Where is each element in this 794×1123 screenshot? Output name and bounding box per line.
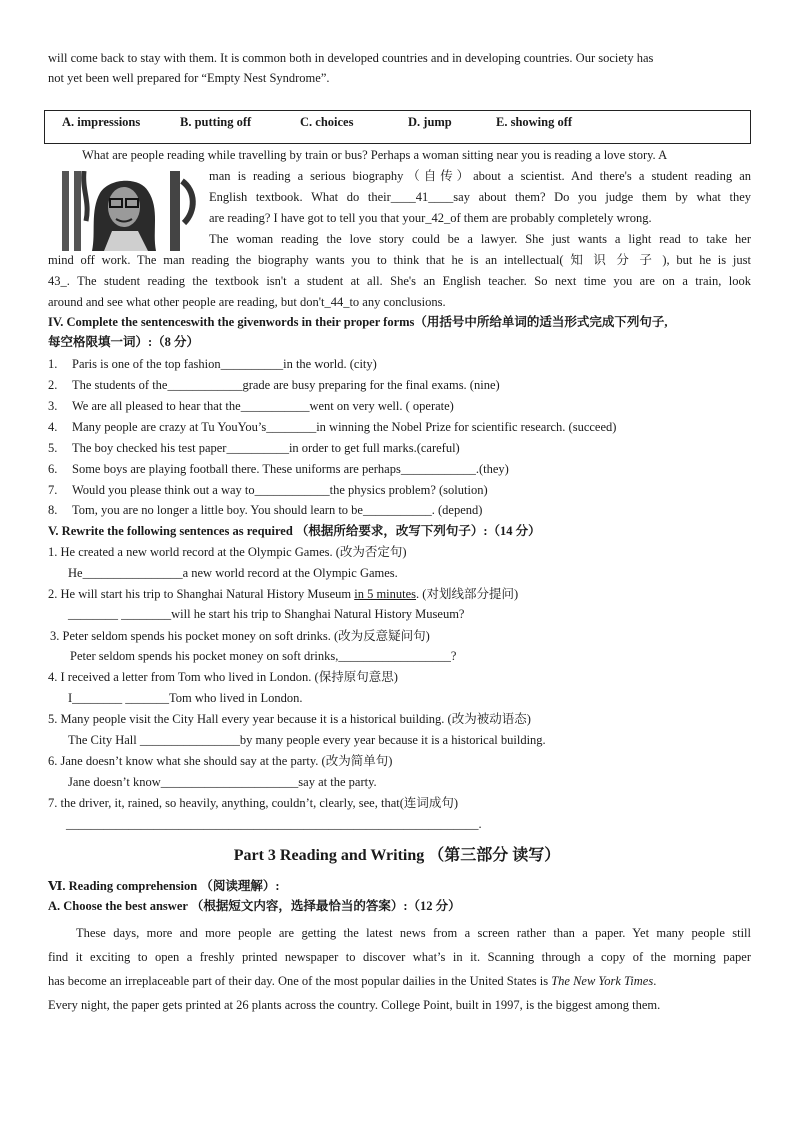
section-4-item bbox=[48, 398, 454, 414]
reading-line-4: Every night, the paper gets printed at 26 plants across the country. College Point, built in 1997, is the biggest among them. bbox=[48, 998, 661, 1012]
item-number: 2. bbox=[48, 378, 58, 392]
section-4-title-cont: 每空格限填一词）:（8 分） bbox=[48, 335, 200, 349]
passage-line-1: What are people reading while travelling by train or bus? Perhaps a woman sitting near you is reading a love story. A bbox=[82, 148, 668, 162]
section-4-item bbox=[48, 419, 616, 435]
item-text: Some boys are playing football there. These uniforms are perhaps____________.(they) bbox=[72, 462, 509, 476]
reading-line-2: find it exciting to open a freshly printed newspaper to discover what’s in it. Scanning through a copy of the morning paper bbox=[48, 950, 751, 964]
rewrite-text: . (对划线部分提问) bbox=[416, 587, 519, 601]
section-6-subtitle: A. Choose the best answer （根据短文内容，选择最恰当的答案）:（12 分） bbox=[48, 899, 461, 913]
item-number: 3. bbox=[48, 399, 58, 413]
word-options-box bbox=[44, 110, 751, 144]
rewrite-line bbox=[48, 586, 518, 602]
rewrite-line: 1. He created a new world record at the Olympic Games. (改为否定句) bbox=[48, 545, 407, 559]
item-text: We are all pleased to hear that the___________went on very well. ( operate) bbox=[72, 399, 454, 413]
item-text: Tom, you are no longer a little boy. You should learn to be___________. (depend) bbox=[72, 503, 483, 517]
intro-line-2: not yet been well prepared for “Empty Nest Syndrome”. bbox=[48, 71, 330, 85]
section-4-title: IV. Complete the sentenceswith the givenwords in their proper forms（用括号中所给单词的适当形式完成下列句子, bbox=[48, 315, 668, 329]
passage-line-4: are reading? I have got to tell you that your_42_of them are probably completely wrong. bbox=[209, 211, 652, 225]
item-text: Paris is one of the top fashion__________in the world. (city) bbox=[72, 357, 377, 371]
rewrite-line: __________________________________________________________________. bbox=[66, 817, 482, 831]
word-option-c: C. choices bbox=[300, 115, 354, 129]
rewrite-line: The City Hall ________________by many people every year because it is a historical building. bbox=[68, 733, 546, 747]
newspaper-title: The New York Times bbox=[551, 974, 654, 988]
rewrite-line: 7. the driver, it, rained, so heavily, anything, couldn’t, clearly, see, that(连词成句) bbox=[48, 796, 459, 810]
rewrite-line: He________________a new world record at the Olympic Games. bbox=[68, 566, 398, 580]
item-text: The boy checked his test paper__________in order to get full marks.(careful) bbox=[72, 441, 460, 455]
woman-reading-illustration bbox=[60, 171, 200, 251]
word-option-a: A. impressions bbox=[62, 115, 141, 129]
word-option-d: D. jump bbox=[408, 115, 452, 129]
rewrite-text: 2. He will start his trip to Shanghai Natural History Museum bbox=[48, 587, 352, 601]
section-4-item bbox=[48, 377, 500, 393]
intro-line-1: will come back to stay with them. It is common both in developed countries and in developing countries. Our society has bbox=[48, 51, 654, 65]
reading-text: has become an irreplaceable part of their day. One of the most popular dailies in the United States is bbox=[48, 974, 552, 988]
section-4-item bbox=[48, 356, 377, 372]
underlined-phrase: in 5 minutes bbox=[354, 587, 417, 601]
passage-line-8: around and see what other people are reading, but don't_44_to any conclusions. bbox=[48, 295, 446, 309]
rewrite-line: 6. Jane doesn’t know what she should say at the party. (改为简单句) bbox=[48, 754, 393, 768]
rewrite-line: I________ _______Tom who lived in London. bbox=[68, 691, 303, 705]
passage-line-7: 43_. The student reading the textbook isn't a student at all. She's an English teacher. So next time you are on a train, look bbox=[48, 274, 751, 288]
rewrite-line: 3. Peter seldom spends his pocket money on soft drinks. (改为反意疑问句) bbox=[50, 629, 430, 643]
item-number: 1. bbox=[48, 357, 58, 371]
passage-line-6: mind off work. The man reading the biography wants you to think that he is an intellectual( 知 识 分 子 ), but he is just bbox=[48, 253, 751, 267]
rewrite-line: 5. Many people visit the City Hall every year because it is a historical building. (改为被动语态) bbox=[48, 712, 531, 726]
rewrite-line: Jane doesn’t know______________________say at the party. bbox=[68, 775, 377, 789]
reading-line-1: These days, more and more people are getting the latest news from a screen rather than a paper. Yet many people still bbox=[76, 926, 751, 940]
item-number: 8. bbox=[48, 503, 58, 517]
section-6-title: Ⅵ. Reading comprehension （阅读理解）: bbox=[48, 879, 280, 893]
section-4-item bbox=[48, 502, 482, 518]
item-text: Would you please think out a way to____________the physics problem? (solution) bbox=[72, 483, 488, 497]
word-option-b: B. putting off bbox=[180, 115, 252, 129]
reading-text: . bbox=[653, 974, 657, 988]
section-4-item bbox=[48, 461, 509, 477]
item-text: Many people are crazy at Tu YouYou’s________in winning the Nobel Prize for scientific research. (succeed) bbox=[72, 420, 617, 434]
word-option-e: E. showing off bbox=[496, 115, 573, 129]
rewrite-line: Peter seldom spends his pocket money on soft drinks,__________________? bbox=[70, 649, 457, 663]
item-number: 4. bbox=[48, 420, 58, 434]
passage-line-2: man is reading a serious biography（自传）about a scientist. And there's a student reading an bbox=[209, 169, 751, 183]
part-3-heading: Part 3 Reading and Writing （第三部分 读写） bbox=[233, 847, 561, 864]
rewrite-line: ________ ________will he start his trip to Shanghai Natural History Museum? bbox=[68, 607, 465, 621]
passage-line-5: The woman reading the love story could be a lawyer. She just wants a light read to take her bbox=[209, 232, 751, 246]
section-4-item bbox=[48, 482, 488, 498]
rewrite-line: 4. I received a letter from Tom who lived in London. (保持原句意思) bbox=[48, 670, 398, 684]
reading-line-3 bbox=[48, 973, 656, 989]
item-text: The students of the____________grade are busy preparing for the final exams. (nine) bbox=[72, 378, 500, 392]
item-number: 5. bbox=[48, 441, 58, 455]
section-4-item bbox=[48, 440, 460, 456]
passage-line-3: English textbook. What do their____41____say about them? Do you judge them by what they bbox=[209, 190, 751, 204]
item-number: 7. bbox=[48, 483, 58, 497]
section-5-title: V. Rewrite the following sentences as required （根据所给要求，改写下列句子）:（14 分） bbox=[48, 524, 541, 538]
item-number: 6. bbox=[48, 462, 58, 476]
